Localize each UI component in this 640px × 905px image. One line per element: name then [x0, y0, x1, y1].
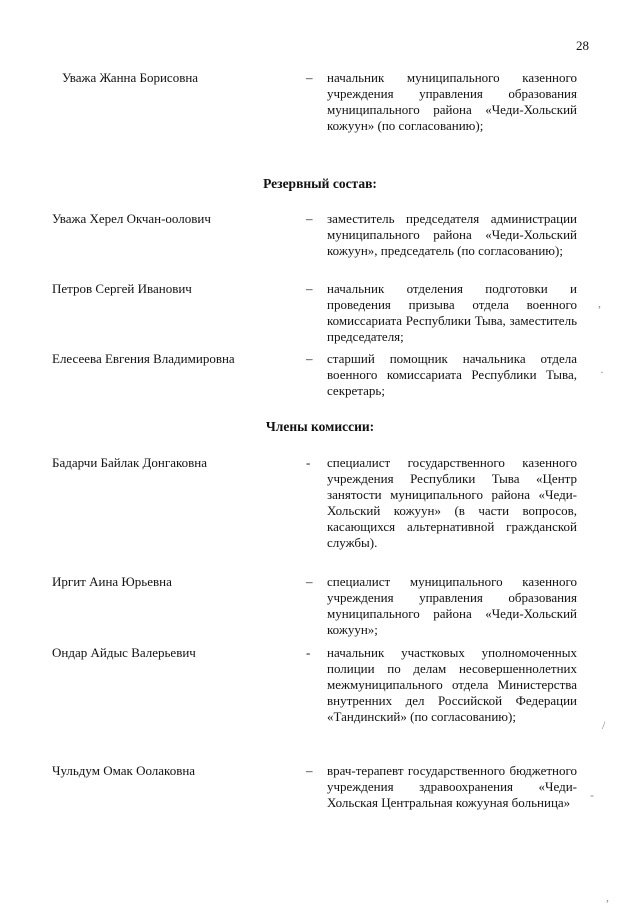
scan-mark: / — [602, 718, 606, 732]
page-number: 28 — [576, 38, 589, 53]
reserve-heading: Резервный состав: — [263, 176, 377, 191]
scan-mark: , — [598, 296, 601, 310]
person-role: врач-терапевт государственного бюджетного учреждения здравоохранения «Чеди-Хольская Центральная кожууная больница» — [327, 763, 577, 810]
person-role: специалист государственного казенного учреждения Республики Тыва «Центр занятости муниципального района «Чеди-Хольский кожуун» (в части вопросов, касающихся альтернативной гражданской службы). — [327, 455, 577, 550]
scan-mark: , — [606, 890, 609, 904]
person-role: начальник муниципального казенного учреждения управления образования муниципального района «Чеди-Хольский кожуун» (по согласованию); — [327, 70, 577, 133]
person-role: начальник отделения подготовки и проведения призыва отдела военного комиссариата Республики Тыва, заместитель председателя; — [327, 281, 577, 344]
person-name: Иргит Аина Юрьевна — [52, 574, 172, 589]
person-name: Чульдум Омак Оолаковна — [52, 763, 196, 778]
person-role: специалист муниципального казенного учреждения управления образования муниципального района «Чеди-Хольский кожуун»; — [327, 574, 577, 637]
person-role: старший помощник начальника отдела военного комиссариата Республики Тыва, секретарь; — [327, 351, 577, 398]
scan-mark: · — [600, 365, 604, 379]
person-name: Бадарчи Байлак Донгаковна — [52, 455, 208, 470]
dash: - — [306, 645, 311, 660]
person-name: Уважа Херел Окчан-оолович — [52, 211, 211, 226]
dash: – — [306, 281, 313, 296]
dash: – — [306, 211, 313, 226]
person-name: Петров Сергей Иванович — [52, 281, 192, 296]
dash: – — [306, 351, 313, 366]
dash: – — [306, 70, 313, 85]
person-name: Елесеева Евгения Владимировна — [52, 351, 235, 366]
dash: - — [306, 455, 311, 470]
dash: – — [306, 763, 313, 778]
dash: – — [306, 574, 313, 589]
person-name: Ондар Айдыс Валерьевич — [52, 645, 196, 660]
members-heading: Члены комиссии: — [265, 419, 375, 434]
person-role: заместитель председателя администрации муниципального района «Чеди-Хольский кожуун», председатель (по согласованию); — [327, 211, 577, 258]
person-role: начальник участковых уполномоченных полиции по делам несовершеннолетних межмуниципального отдела Министерства внутренних дел Российской Федерации «Тандинский» (по согласованию); — [327, 645, 577, 724]
scan-mark: - — [590, 788, 594, 802]
person-name: Уважа Жанна Борисовна — [62, 70, 199, 85]
